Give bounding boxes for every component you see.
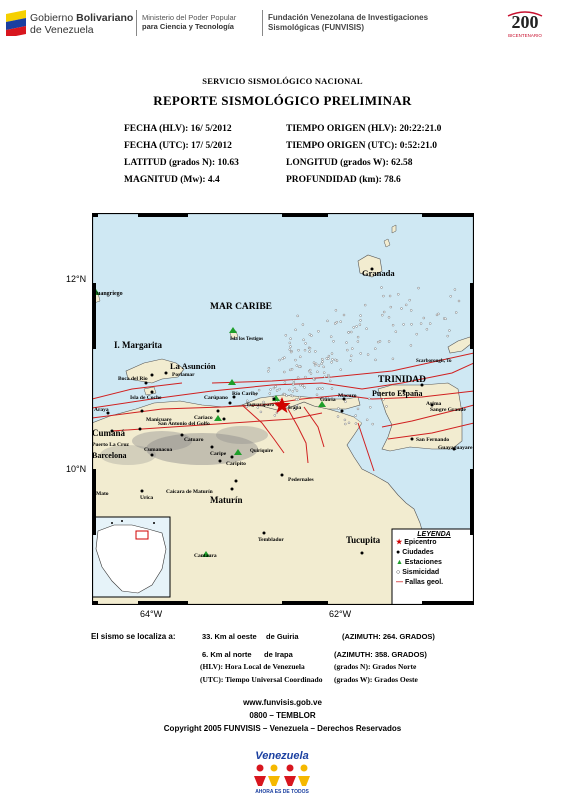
label-sangre-grande: Sangre Grande bbox=[430, 407, 466, 413]
seismicity-dot bbox=[313, 362, 315, 364]
seismicity-dot bbox=[346, 349, 348, 351]
seismicity-dot bbox=[324, 376, 326, 378]
seismic-map bbox=[92, 213, 474, 605]
legend-item-fallas: — Fallas geol. bbox=[396, 579, 444, 586]
seismicity-dot bbox=[429, 323, 431, 325]
seismicity-dot bbox=[448, 330, 450, 332]
seismicity-dot bbox=[405, 304, 407, 306]
seismicity-dot bbox=[392, 358, 394, 360]
seismicity-dot bbox=[392, 324, 394, 326]
seismicity-dot bbox=[388, 316, 390, 318]
seismicity-dot bbox=[302, 324, 304, 326]
seismicity-dot bbox=[293, 380, 295, 382]
seismicity-dot bbox=[350, 359, 352, 361]
seismicity-dot bbox=[323, 366, 325, 368]
seismicity-dot bbox=[403, 323, 405, 325]
seismicity-dot bbox=[270, 389, 272, 391]
latitud: LATITUD (grados N): 10.63 bbox=[124, 158, 239, 168]
label-cantaura: Cantaura bbox=[194, 553, 217, 559]
seismicity-dot bbox=[360, 319, 362, 321]
lon-label-62w: 62°W bbox=[329, 609, 352, 619]
seismicity-dot bbox=[350, 355, 352, 357]
label-puerto-espana: Puerto España bbox=[372, 389, 423, 398]
seismicity-dot bbox=[333, 340, 335, 342]
legend-title: LEYENDA bbox=[417, 531, 451, 538]
seismicity-dot bbox=[353, 326, 355, 328]
seismicity-dot bbox=[305, 342, 307, 344]
seismicity-dot bbox=[450, 295, 452, 297]
seismicity-dot bbox=[359, 324, 361, 326]
seismicity-dot bbox=[289, 389, 291, 391]
label-quiriquire: Quiriquire bbox=[250, 449, 273, 454]
header-divider bbox=[262, 10, 263, 36]
seismicity-dot bbox=[294, 387, 296, 389]
seismicity-dot bbox=[309, 347, 311, 349]
seismicity-dot bbox=[321, 363, 323, 365]
label-catuaro: Catuaro bbox=[184, 437, 204, 443]
seismicity-dot bbox=[331, 353, 333, 355]
label-juangriego: Juangriego bbox=[94, 291, 123, 297]
seismicity-dot bbox=[455, 312, 457, 314]
seismicity-dot bbox=[401, 308, 403, 310]
seismicity-dot bbox=[409, 299, 411, 301]
seismicity-dot bbox=[322, 388, 324, 390]
seismicity-dot bbox=[290, 338, 292, 340]
location-azimuth-1: (AZIMUTH: 264. GRADOS) bbox=[342, 632, 435, 641]
svg-text:BICENTENARIO: BICENTENARIO bbox=[508, 33, 542, 38]
label-araya: Araya bbox=[94, 407, 109, 413]
seismicity-dot bbox=[423, 317, 425, 319]
seismicity-dot bbox=[367, 354, 369, 356]
seismicity-dot bbox=[420, 323, 422, 325]
seismicity-dot bbox=[334, 359, 336, 361]
label-san-fernando: San Fernando bbox=[416, 437, 450, 443]
label-rio-caribe: Río Caribe bbox=[232, 391, 258, 397]
svg-text:200: 200 bbox=[511, 12, 539, 32]
relief-serrania bbox=[216, 426, 268, 444]
label-pedernales: Pedernales bbox=[288, 477, 314, 483]
seismicity-dot bbox=[382, 398, 384, 400]
header bbox=[0, 0, 565, 45]
seismicity-dot bbox=[293, 382, 295, 384]
seismicity-dot bbox=[357, 341, 359, 343]
location-intro: El sismo se localiza a: bbox=[91, 632, 176, 641]
label-scarborough: Scarborough, To bbox=[416, 359, 452, 364]
ministry-name: Ministerio del Poder Popular para Ciencia y Tecnología bbox=[142, 13, 237, 31]
seismicity-dot bbox=[285, 334, 287, 336]
seismicity-dot bbox=[357, 408, 359, 410]
seismicity-dot bbox=[314, 350, 316, 352]
seismicity-dot bbox=[382, 295, 384, 297]
seismicity-dot bbox=[348, 331, 350, 333]
profundidad: PROFUNDIDAD (km): 78.6 bbox=[286, 175, 401, 185]
longitud: LONGITUD (grados W): 62.58 bbox=[286, 158, 413, 168]
seismicity-dot bbox=[295, 329, 297, 331]
seismicity-dot bbox=[279, 359, 281, 361]
gobierno-bolivariano-logo: Gobierno Bolivariano de Venezuela bbox=[30, 12, 134, 36]
lat-label-12n: 12°N bbox=[66, 274, 87, 284]
seismicity-dot bbox=[346, 342, 348, 344]
seismicity-dot bbox=[310, 373, 312, 375]
seismicity-dot bbox=[364, 304, 366, 306]
seismicity-dot bbox=[316, 371, 318, 373]
seismicity-dot bbox=[386, 405, 388, 407]
label-la-asuncion: La Asunción bbox=[170, 361, 216, 371]
seismicity-dot bbox=[345, 401, 347, 403]
legend-item-ciudades: ● Ciudades bbox=[396, 549, 434, 556]
label-san-antonio: San Antonio del Golfo bbox=[158, 421, 210, 427]
seismicity-dot bbox=[458, 300, 460, 302]
seismicity-dot bbox=[327, 320, 329, 322]
seismicity-dot bbox=[328, 355, 330, 357]
tiempo-origen-hlv: TIEMPO ORIGEN (HLV): 20:22:21.0 bbox=[286, 124, 442, 134]
label-carupano: Carúpano bbox=[204, 395, 228, 401]
legend-item-epicentro: ★ Epicentro bbox=[396, 539, 437, 546]
label-maturin: Maturín bbox=[210, 495, 243, 505]
seismicity-dot bbox=[295, 398, 297, 400]
seismicity-dot bbox=[340, 321, 342, 323]
seismicity-dot bbox=[383, 311, 385, 313]
report-title: REPORTE SISMOLÓGICO PRELIMINAR bbox=[153, 93, 412, 108]
magnitud: MAGNITUD (Mw): 4.4 bbox=[124, 175, 220, 185]
seismicity-dot bbox=[330, 336, 332, 338]
seismicity-dot bbox=[343, 314, 345, 316]
seismicity-dot bbox=[298, 349, 300, 351]
fecha-utc: FECHA (UTC): 17/ 5/2012 bbox=[124, 141, 232, 151]
seismicity-dot bbox=[337, 408, 339, 410]
fecha-hlv: FECHA (HLV): 16/ 5/2012 bbox=[124, 124, 232, 134]
label-trinidad: TRINIDAD bbox=[378, 375, 427, 385]
note-utc: (UTC): Tiempo Universal Coordinado bbox=[200, 675, 323, 684]
seismicity-legend-icon: ○ bbox=[396, 569, 401, 576]
lon-label-64w: 64°W bbox=[140, 609, 163, 619]
label-manicuare: Manicuare bbox=[146, 417, 172, 423]
seismicity-dot bbox=[294, 359, 296, 361]
seismicity-dot bbox=[375, 359, 377, 361]
note-hlv: (HLV): Hora Local de Venezuela bbox=[200, 662, 305, 671]
seismicity-dot bbox=[309, 369, 311, 371]
seismicity-dot bbox=[447, 335, 449, 337]
seismicity-dot bbox=[381, 314, 383, 316]
seismicity-dot bbox=[292, 390, 294, 392]
location-city-1: de Guiria bbox=[266, 632, 299, 641]
seismicity-dot bbox=[366, 328, 368, 330]
label-caripe: Caripe bbox=[210, 451, 227, 457]
seismicity-dot bbox=[289, 342, 291, 344]
epicenter-legend-icon: ★ bbox=[396, 539, 403, 546]
legend-box bbox=[396, 531, 472, 588]
seismicity-dot bbox=[445, 318, 447, 320]
seismicity-dot bbox=[319, 387, 321, 389]
seismicity-dot bbox=[279, 388, 281, 390]
seismicity-dot bbox=[304, 349, 306, 351]
label-boca-rio: Boca del Rio bbox=[118, 376, 148, 382]
seismicity-dot bbox=[260, 411, 262, 413]
service-name: SERVICIO SISMOLÓGICO NACIONAL bbox=[202, 76, 363, 86]
seismicity-dot bbox=[426, 328, 428, 330]
seismicity-dot bbox=[323, 372, 325, 374]
funvisis-name: Fundación Venezolana de Investigaciones Sismológicas (FUNVISIS) bbox=[268, 13, 429, 32]
seismicity-dot bbox=[290, 351, 292, 353]
seismicity-dot bbox=[299, 396, 301, 398]
seismicity-dot bbox=[389, 295, 391, 297]
label-urica: Urica bbox=[140, 495, 154, 501]
seismicity-dot bbox=[336, 321, 338, 323]
location-azimuth-2: (AZIMUTH: 358. GRADOS) bbox=[334, 650, 427, 659]
seismicity-dot bbox=[351, 348, 353, 350]
svg-text:AHORA ES DE TODOS: AHORA ES DE TODOS bbox=[255, 789, 309, 794]
seismicity-dot bbox=[291, 368, 293, 370]
seismicity-dot bbox=[344, 419, 346, 421]
seismicity-dot bbox=[335, 309, 337, 311]
label-arima: Arima bbox=[426, 401, 442, 407]
label-caicara: Caicara de Maturín bbox=[166, 489, 213, 495]
seismicity-dot bbox=[298, 366, 300, 368]
label-cumanacoa: Cumanacoa bbox=[144, 447, 173, 453]
seismicity-dot bbox=[289, 349, 291, 351]
seismicity-dot bbox=[310, 335, 312, 337]
label-mato: Mato bbox=[96, 491, 109, 497]
seismicity-dot bbox=[356, 325, 358, 327]
label-guiria: Güiria bbox=[320, 397, 336, 403]
seismicity-dot bbox=[369, 406, 371, 408]
seismicity-dot bbox=[368, 398, 370, 400]
seismicity-dot bbox=[337, 416, 339, 418]
venezuela-ahora-es-de-todos-logo bbox=[246, 748, 318, 794]
seismicity-dot bbox=[284, 393, 286, 395]
inset-map bbox=[92, 517, 170, 597]
seismicity-dot bbox=[418, 287, 420, 289]
seismicity-dot bbox=[344, 423, 346, 425]
seismicity-dot bbox=[296, 365, 298, 367]
seismicity-dot bbox=[268, 367, 270, 369]
seismicity-dot bbox=[302, 385, 304, 387]
label-granada: Granada bbox=[362, 268, 395, 278]
seismicity-dot bbox=[283, 357, 285, 359]
seismicity-dot bbox=[296, 390, 298, 392]
seismicity-dot bbox=[290, 346, 292, 348]
legend-item-estaciones: ▲ Estaciones bbox=[396, 559, 442, 566]
seismicity-dot bbox=[331, 358, 333, 360]
seismicity-dot bbox=[304, 386, 306, 388]
seismicity-dot bbox=[316, 394, 318, 396]
station-legend-icon: ▲ bbox=[396, 559, 403, 566]
seismicity-dot bbox=[317, 330, 319, 332]
label-yaguaraparo: Yaguaraparo bbox=[246, 403, 274, 408]
seismicity-dot bbox=[355, 415, 357, 417]
seismicity-dot bbox=[381, 287, 383, 289]
note-grados-n: (grados N): Grados Norte bbox=[334, 662, 417, 671]
seismicity-dot bbox=[321, 358, 323, 360]
seismicity-dot bbox=[313, 378, 315, 380]
seismicity-dot bbox=[292, 395, 294, 397]
seismicity-dot bbox=[374, 348, 376, 350]
seismicity-dot bbox=[299, 356, 301, 358]
seismicity-dot bbox=[388, 340, 390, 342]
seismicity-dot bbox=[274, 414, 276, 416]
seismicity-dot bbox=[246, 400, 248, 402]
label-barcelona: Barcelona bbox=[92, 451, 127, 460]
tiempo-origen-utc: TIEMPO ORIGEN (UTC): 0:52:21.0 bbox=[286, 141, 437, 151]
seismicity-dot bbox=[303, 339, 305, 341]
seismicity-dot bbox=[284, 382, 286, 384]
seismicity-dot bbox=[331, 388, 333, 390]
seismicity-dot bbox=[269, 393, 271, 395]
seismicity-dot bbox=[286, 395, 288, 397]
copyright: Copyright 2005 FUNVISIS – Venezuela – Derechos Reservados bbox=[163, 724, 402, 733]
seismicity-dot bbox=[390, 306, 392, 308]
seismicity-dot bbox=[416, 333, 418, 335]
seismicity-dot bbox=[275, 386, 277, 388]
note-grados-w: (grados W): Grados Oeste bbox=[334, 675, 418, 684]
seismicity-dot bbox=[322, 361, 324, 363]
label-irapa: Irapa bbox=[288, 405, 302, 411]
seismicity-dot bbox=[360, 315, 362, 317]
seismicity-dot bbox=[304, 376, 306, 378]
label-macuro: Macuro bbox=[338, 393, 357, 399]
label-cumana: Cumaná bbox=[92, 428, 126, 438]
seismicity-dot bbox=[360, 352, 362, 354]
seismicity-dot bbox=[377, 341, 379, 343]
seismicity-dot bbox=[348, 422, 350, 424]
seismicity-dot bbox=[366, 419, 368, 421]
label-cariaco: Cariaco bbox=[194, 415, 213, 421]
label-isla-testigos: Isla los Testigos bbox=[230, 337, 264, 342]
label-isla-coche: Isla de Coche bbox=[130, 395, 162, 401]
label-puerto-la-cruz: Puerto La Cruz bbox=[92, 442, 129, 448]
svg-text:Venezuela: Venezuela bbox=[255, 750, 309, 762]
seismicity-dot bbox=[326, 357, 328, 359]
location-city-2: de Irapa bbox=[264, 650, 293, 659]
seismicity-dot bbox=[355, 423, 357, 425]
label-tucupita: Tucupita bbox=[346, 535, 381, 545]
label-temblador: Temblador bbox=[258, 537, 284, 543]
label-caripito: Caripito bbox=[226, 461, 246, 467]
bicentenario-logo bbox=[500, 8, 550, 40]
seismicity-dot bbox=[331, 361, 333, 363]
label-porlamar: Porlamar bbox=[172, 372, 195, 378]
seismicity-dot bbox=[328, 376, 330, 378]
seismicity-dot bbox=[410, 344, 412, 346]
city-legend-icon: ● bbox=[396, 549, 401, 556]
label-mar-caribe: MAR CARIBE bbox=[210, 302, 273, 312]
label-margarita: I. Margarita bbox=[114, 340, 162, 350]
header-divider bbox=[136, 10, 137, 36]
seismicity-dot bbox=[299, 384, 301, 386]
seismicity-dot bbox=[411, 323, 413, 325]
seismicity-dot bbox=[340, 369, 342, 371]
location-dist-2: 6. Km al norte bbox=[202, 650, 252, 659]
seismicity-dot bbox=[297, 377, 299, 379]
seismicity-dot bbox=[395, 331, 397, 333]
label-guayaguayare: Guayaguayare bbox=[438, 445, 473, 451]
seismicity-dot bbox=[357, 336, 359, 338]
seismicity-dot bbox=[317, 388, 319, 390]
seismicity-dot bbox=[410, 309, 412, 311]
seismicity-dot bbox=[276, 390, 278, 392]
venezuela-flag-icon bbox=[6, 10, 26, 36]
legend-item-sismicidad: ○ Sismicidad bbox=[396, 569, 440, 576]
seismicity-dot bbox=[309, 351, 311, 353]
phone-number: 0800 – TEMBLOR bbox=[249, 711, 316, 720]
seismicity-dot bbox=[454, 289, 456, 291]
seismicity-dot bbox=[350, 331, 352, 333]
seismicity-dot bbox=[273, 387, 275, 389]
fault-legend-icon: — bbox=[396, 579, 403, 586]
lat-label-10n: 10°N bbox=[66, 464, 87, 474]
seismicity-dot bbox=[397, 293, 399, 295]
seismicity-dot bbox=[267, 370, 269, 372]
seismicity-dot bbox=[283, 371, 285, 373]
seismicity-dot bbox=[437, 313, 439, 315]
seismicity-dot bbox=[258, 389, 260, 391]
location-dist-1: 33. Km al oeste bbox=[202, 632, 257, 641]
seismicity-dot bbox=[372, 423, 374, 425]
seismicity-dot bbox=[315, 363, 317, 365]
website-link[interactable]: www.funvisis.gob.ve bbox=[243, 698, 322, 707]
seismicity-dot bbox=[297, 315, 299, 317]
seismicity-dot bbox=[318, 365, 320, 367]
seismicity-dot bbox=[329, 380, 331, 382]
